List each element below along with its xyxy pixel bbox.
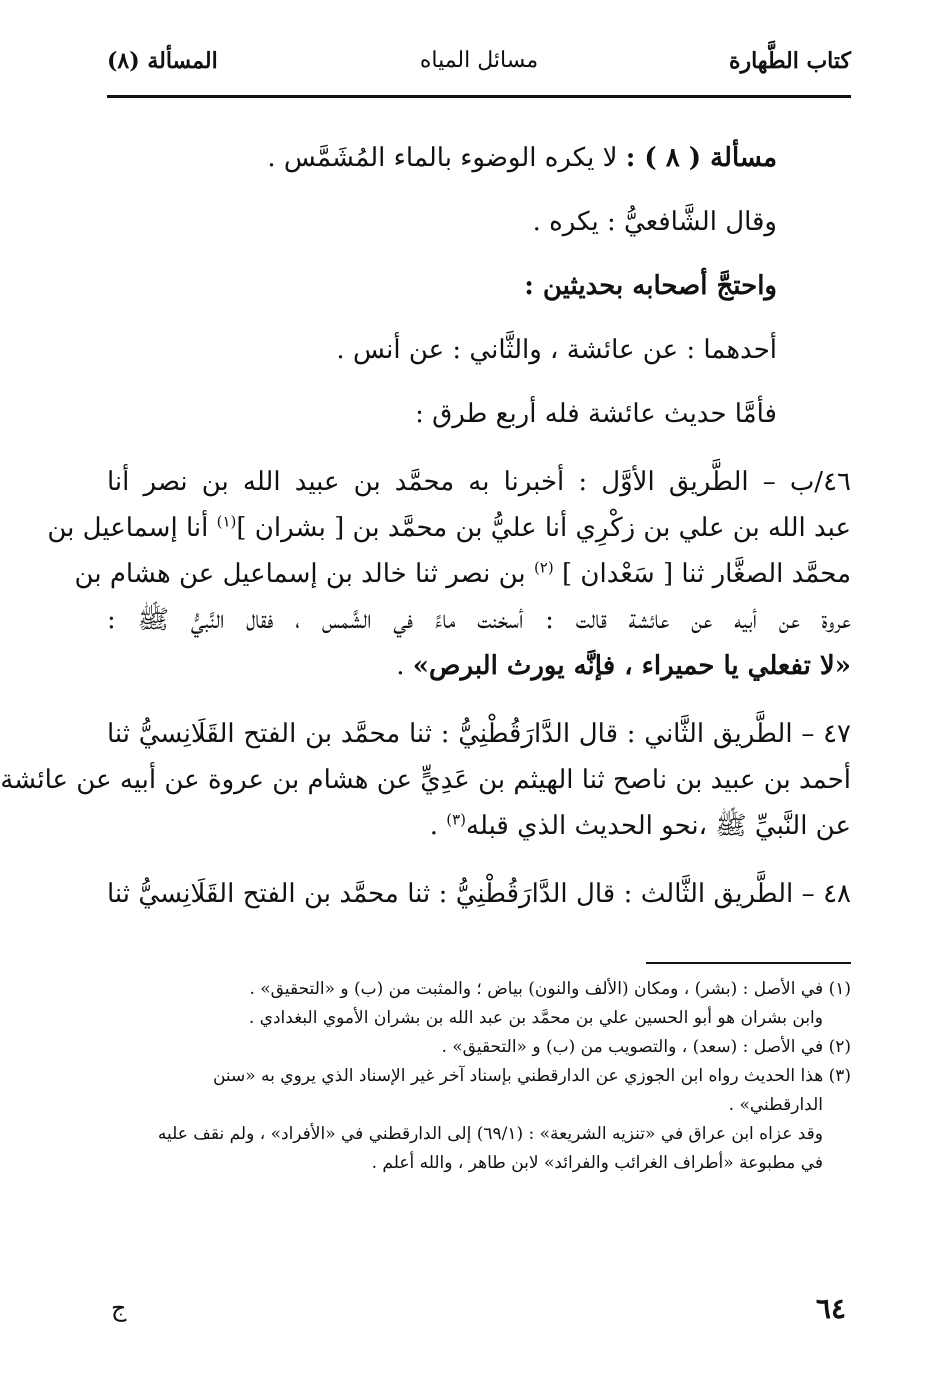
footnote-ref-3: (٣)	[446, 810, 467, 829]
p46-line-2	[47, 505, 851, 551]
p46-line-1: ٤٦/ب – الطَّريق الأوَّل : أخبرنا به محمَّد بن عبيد الله بن نصر أنا	[107, 467, 851, 497]
p46-line-3	[74, 551, 851, 597]
p48-line-1: ٤٨ – الطَّريق الثَّالث : قال الدَّارَقُطْنِيُّ : ثنا محمَّد بن الفتح القَلَانِسيُّ ثنا	[107, 879, 851, 909]
proof-intro: واحتجَّ أصحابه بحديثين :	[524, 271, 777, 301]
issue-text: لا يكره الوضوء بالماء المُشَمَّس .	[267, 143, 626, 173]
p46-line-5-end: .	[396, 651, 413, 681]
p46-line-5	[107, 643, 851, 689]
footnote-3-note-b: في مطبوعة «أطراف الغرائب والفرائد» لابن طاهر ، والله أعلم .	[371, 1153, 823, 1173]
issue-label: مسألة ( ٨ ) :	[625, 143, 777, 173]
p47-line-2: أحمد بن عبيد بن ناصح ثنا الهيثم بن عَدِيٍّ عن هشام بن عروة عن أبيه عن عائشة	[0, 765, 851, 795]
header-book-title: كتاب الطَّهارة	[728, 48, 851, 74]
prophetic-quote: «لا تفعلي يا حميراء ، فإنَّه يورث البرص»	[412, 651, 851, 681]
footnote-1: (١) في الأصل : (بشر) ، ومكان (الألف والنون) بياض ؛ والمثبت من (ب) و «التحقيق» .	[249, 979, 851, 999]
p47-line-3	[107, 803, 851, 849]
aisha-ways-line: فأمَّا حديث عائشة فله أربع طرق :	[415, 399, 777, 429]
footnote-3: (٣) هذا الحديث رواه ابن الجوزي عن الدارقطني بإسناد آخر غير الإسناد الذي يروي به «سنن	[212, 1066, 851, 1086]
p46-line-2-text: عبد الله بن علي بن زكْرِي أنا عليُّ بن محمَّد بن [ بشران ]	[236, 513, 851, 543]
paragraph-48	[107, 871, 851, 917]
two-hadith-line: أحدهما : عن عائشة ، والثَّاني : عن أنس .	[336, 335, 777, 365]
footnote-1-cont: وابن بشران هو أبو الحسين علي بن محمَّد بن عبد الله بن بشران الأموي البغدادي .	[248, 1008, 823, 1028]
p46-line-4: عروة عن أبيه عن عائشة قالت : أسخنت ماءً في الشَّمس ، فقال النَّبيُّ ﷺ :	[107, 605, 851, 635]
p47-line-1: ٤٧ – الطَّريق الثَّاني : قال الدَّارَقُطْنِيُّ : ثنا محمَّد بن الفتح القَلَانِسيُّ ثنا	[107, 719, 851, 749]
shafii-opinion: وقال الشَّافعيُّ : يكره .	[532, 207, 777, 237]
p46-line-2-rest: أنا إسماعيل بن	[47, 513, 217, 543]
issue-statement	[107, 135, 851, 181]
signature-mark: ج	[111, 1294, 127, 1322]
header-chapter-title: مسائل المياه	[419, 48, 539, 73]
header-issue-number: المسألة (٨)	[107, 48, 218, 74]
p47-line-3-end: .	[429, 811, 447, 841]
footnotes	[107, 975, 851, 1178]
p46-line-3-text: محمَّد الصغَّار ثنا [ سَعْدان ]	[553, 559, 851, 589]
running-header	[107, 48, 851, 88]
page-number: ٦٤	[815, 1292, 846, 1325]
p47-line-3-text: عن النَّبيِّ ﷺ ،نحو الحديث الذي قبله	[466, 811, 851, 841]
footnote-divider	[646, 962, 851, 964]
footnote-ref-1: (١)	[216, 512, 237, 531]
footnote-ref-2: (٢)	[533, 558, 554, 577]
header-divider	[107, 95, 851, 98]
p46-line-3-rest: بن نصر ثنا خالد بن إسماعيل عن هشام بن	[74, 559, 534, 589]
footnote-2: (٢) في الأصل : (سعد) ، والتصويب من (ب) و «التحقيق» .	[441, 1037, 851, 1057]
footnote-3-cont: الدارقطني» .	[728, 1095, 823, 1115]
footnote-3-note-a: وقد عزاه ابن عراق في «تنزيه الشريعة» : (٦٩/١) إلى الدارقطني في «الأفراد» ، ولم نقف عليه	[157, 1124, 823, 1144]
paragraph-47	[0, 711, 851, 849]
main-text	[0, 135, 851, 917]
paragraph-46	[47, 459, 851, 689]
